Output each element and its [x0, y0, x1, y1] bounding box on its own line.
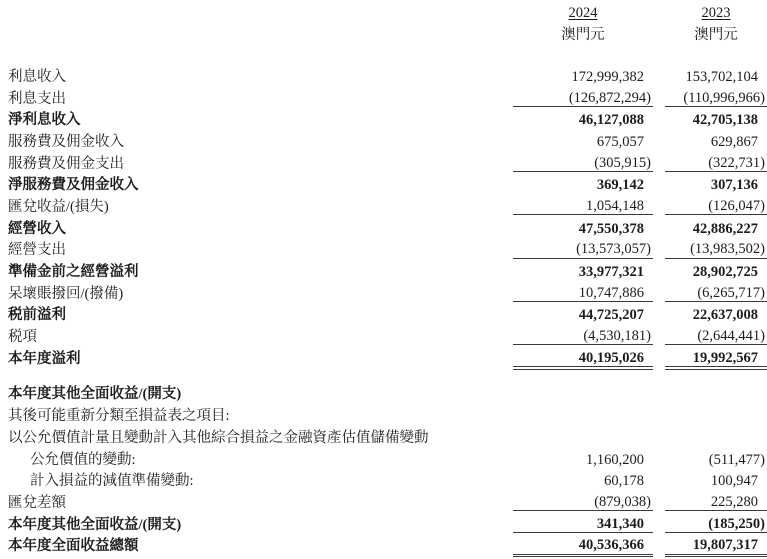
- row-label: 淨利息收入: [8, 112, 81, 129]
- row-label: 税項: [8, 329, 37, 346]
- year-2024-header: 2024: [568, 5, 598, 22]
- value-2024: 47,550,378: [578, 220, 644, 237]
- table-row: [0, 489, 767, 511]
- value-2023: 153,702,104: [685, 68, 758, 85]
- row-label: 服務費及佣金收入: [8, 133, 124, 150]
- value-2023: (110,996,966): [665, 91, 767, 107]
- currency-label-2023: 澳門元: [694, 27, 738, 44]
- value-2024: 675,057: [596, 133, 644, 150]
- value-2024: 40,536,366: [513, 538, 653, 554]
- value-2023: (126,047): [665, 199, 767, 215]
- row-label: 淨服務費及佣金收入: [8, 177, 139, 194]
- row-label: 本年度其他全面收益/(開支): [8, 386, 182, 403]
- row-label: 本年度全面收益總額: [8, 538, 139, 555]
- value-2023: 629,867: [710, 133, 758, 150]
- value-2024: 44,725,207: [578, 307, 644, 324]
- row-label: 計入損益的減值準備變動:: [30, 473, 194, 490]
- table-row: [0, 128, 767, 150]
- row-label: 利息收入: [8, 68, 66, 85]
- row-label: 税前溢利: [8, 307, 66, 324]
- value-2023: 42,886,227: [692, 220, 758, 237]
- row-label: 呆壞賬撥回/(撥備): [8, 285, 124, 302]
- value-2024: (13,573,057): [513, 242, 653, 258]
- table-row: [0, 215, 767, 237]
- table-row: [0, 85, 767, 107]
- value-2023: 28,902,725: [692, 264, 758, 281]
- currency-header-row: [0, 22, 767, 44]
- row-label: 本年度其他全面收益/(開支): [8, 516, 182, 533]
- row-label: 準備金前之經營溢利: [8, 264, 139, 281]
- table-row: [0, 324, 767, 346]
- value-2023: 100,947: [710, 473, 758, 490]
- table-row: [0, 237, 767, 259]
- value-2023: 22,637,008: [692, 307, 758, 324]
- value-2024: 46,127,088: [578, 112, 644, 129]
- table-row: [0, 446, 767, 468]
- value-2023: (2,644,441): [665, 329, 767, 345]
- value-2023: (13,983,502): [665, 242, 767, 258]
- value-2024: (4,530,181): [513, 329, 653, 345]
- row-label: 公允價值的變動:: [30, 451, 136, 468]
- table-row: [0, 511, 767, 533]
- row-label: 以公允價值計量且變動計入其他綜合損益之金融資產估值儲備變動: [8, 429, 429, 446]
- table-row: [0, 345, 767, 367]
- table-row: [0, 468, 767, 490]
- table-row: [0, 43, 767, 85]
- table-row: [0, 172, 767, 194]
- value-2024: (305,915): [513, 156, 653, 172]
- value-2024: (126,872,294): [513, 91, 653, 107]
- value-2024: (879,038): [513, 495, 653, 511]
- value-2023: (185,250): [665, 517, 767, 533]
- table-row: [0, 533, 767, 555]
- value-2023: 19,807,317: [665, 538, 767, 554]
- table-row: [0, 302, 767, 324]
- table-row: [0, 259, 767, 281]
- row-label: 服務費及佣金支出: [8, 155, 124, 172]
- row-label: 利息支出: [8, 90, 66, 107]
- table-row: [0, 107, 767, 129]
- currency-label-2024: 澳門元: [561, 27, 605, 44]
- value-2023: (322,731): [665, 156, 767, 172]
- value-2023: (6,265,717): [665, 286, 767, 302]
- value-2024: 33,977,321: [578, 264, 644, 281]
- table-row: [0, 403, 767, 425]
- value-2024: 1,160,200: [586, 451, 644, 468]
- year-header-row: [0, 0, 767, 22]
- value-2024: 40,195,026: [513, 351, 653, 367]
- year-2023-header: 2023: [701, 5, 731, 22]
- value-2024: 60,178: [604, 473, 644, 490]
- row-label: 經營支出: [8, 242, 66, 259]
- value-2023: 42,705,138: [692, 112, 758, 129]
- value-2023: (511,477): [708, 451, 765, 468]
- value-2023: 307,136: [710, 177, 758, 194]
- row-label: 匯兌收益/(損失): [8, 198, 109, 215]
- value-2024: 341,340: [513, 517, 653, 533]
- section-header-row: [0, 367, 767, 403]
- value-2023: 19,992,567: [665, 351, 767, 367]
- value-2024: 172,999,382: [571, 68, 644, 85]
- table-row: [0, 424, 767, 446]
- table-row: [0, 150, 767, 172]
- value-2024: 369,142: [596, 177, 644, 194]
- row-label: 其後可能重新分類至損益表之項目:: [8, 408, 230, 425]
- table-row: [0, 194, 767, 216]
- table-row: [0, 280, 767, 302]
- value-2024: 10,747,886: [513, 286, 653, 302]
- row-label: 本年度溢利: [8, 350, 81, 367]
- row-label: 匯兌差額: [8, 494, 66, 511]
- value-2023: 225,280: [665, 495, 767, 511]
- value-2024: 1,054,148: [513, 199, 653, 215]
- row-label: 經營收入: [8, 220, 66, 237]
